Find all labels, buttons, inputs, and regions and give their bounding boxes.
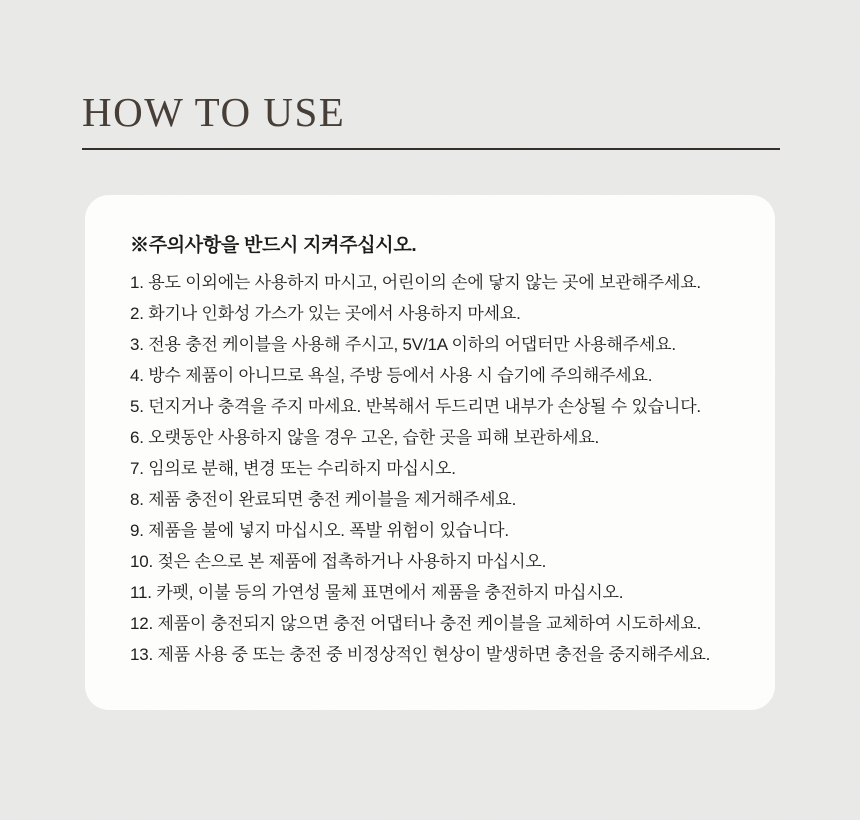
notice-list-item: 11. 카펫, 이불 등의 가연성 물체 표면에서 제품을 충전하지 마십시오. (130, 583, 624, 602)
notice-list-item: 3. 전용 충전 케이블을 사용해 주시고, 5V/1A 이하의 어댑터만 사용해주세요. (130, 335, 676, 354)
notice-list-item: 2. 화기나 인화성 가스가 있는 곳에서 사용하지 마세요. (130, 304, 521, 323)
notice-list-item: 5. 던지거나 충격을 주지 마세요. 반복해서 두드리면 내부가 손상될 수 있습니다. (130, 397, 701, 416)
notice-list-item: 8. 제품 충전이 완료되면 충전 케이블을 제거해주세요. (130, 490, 517, 509)
title-divider (82, 148, 780, 150)
notice-list-item: 4. 방수 제품이 아니므로 욕실, 주방 등에서 사용 시 습기에 주의해주세요. (130, 366, 653, 385)
section-header (82, 89, 780, 150)
notice-list-item: 6. 오랫동안 사용하지 않을 경우 고온, 습한 곳을 피해 보관하세요. (130, 428, 600, 447)
notice-card (85, 195, 775, 710)
notice-heading: ※주의사항을 반드시 지켜주십시오. (130, 235, 417, 256)
notice-list-item: 7. 임의로 분해, 변경 또는 수리하지 마십시오. (130, 459, 456, 478)
notice-list-item: 9. 제품을 불에 넣지 마십시오. 폭발 위험이 있습니다. (130, 521, 509, 540)
notice-list (130, 267, 735, 670)
notice-list-item: 12. 제품이 충전되지 않으면 충전 어댑터나 충전 케이블을 교체하여 시도하세요. (130, 614, 702, 633)
notice-list-item: 10. 젖은 손으로 본 제품에 접촉하거나 사용하지 마십시오. (130, 552, 547, 571)
page-title: HOW TO USE (82, 89, 346, 135)
notice-list-item: 13. 제품 사용 중 또는 충전 중 비정상적인 현상이 발생하면 충전을 중지해주세요. (130, 645, 711, 664)
notice-list-item: 1. 용도 이외에는 사용하지 마시고, 어린이의 손에 닿지 않는 곳에 보관해주세요. (130, 273, 701, 292)
